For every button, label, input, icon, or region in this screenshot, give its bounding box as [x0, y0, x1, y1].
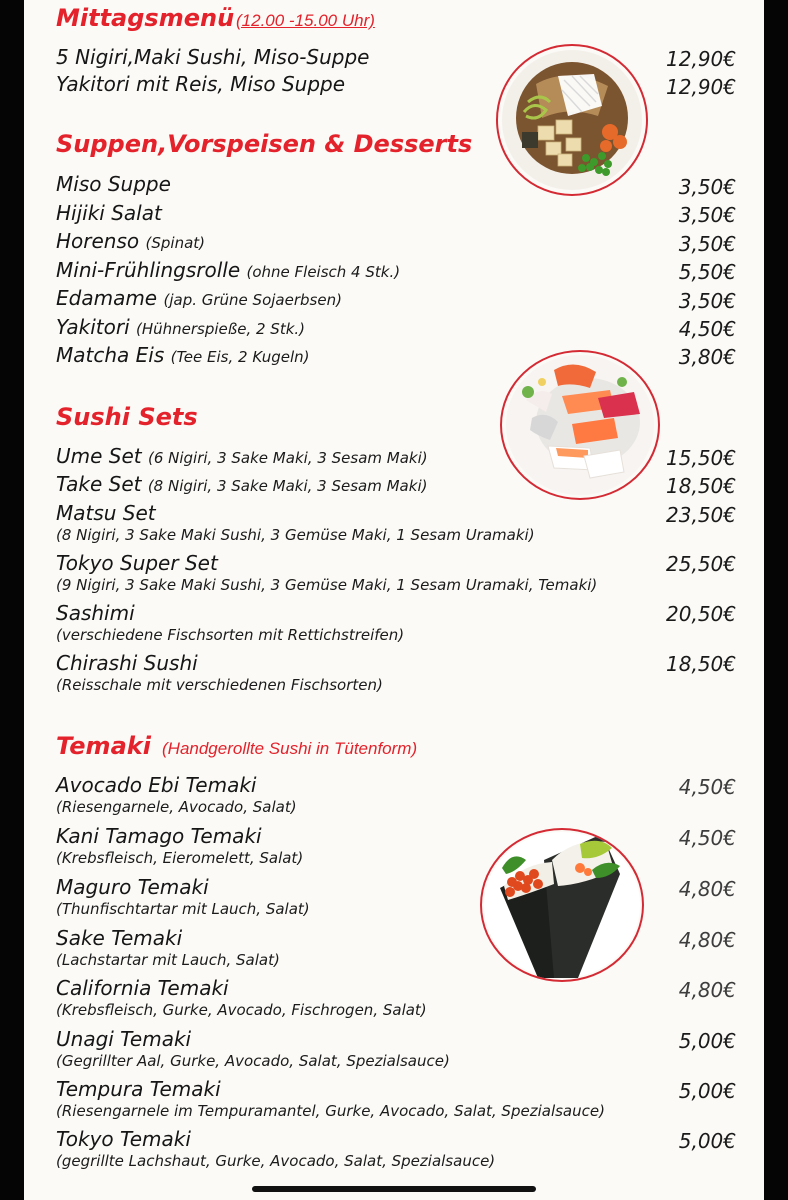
item-name: Sashimi [56, 601, 135, 625]
item-description: (Krebsfleisch, Eieromelett, Salat) [56, 849, 304, 867]
menu-item [56, 926, 182, 950]
item-name: Kani Tamago Temaki [56, 824, 262, 848]
item-name: Ume Set [56, 444, 142, 468]
item-name: Matcha Eis [56, 343, 165, 367]
section-title-temaki: Temaki [56, 732, 151, 760]
item-price: 4,80€ [678, 978, 736, 1002]
item-name: Tokyo Super Set [56, 551, 218, 575]
item-price: 12,90€ [666, 47, 736, 71]
menu-item [56, 229, 205, 253]
item-price: 18,50€ [666, 652, 736, 676]
item-price: 4,80€ [678, 928, 736, 952]
menu-item [56, 343, 310, 367]
item-price: 5,00€ [678, 1029, 736, 1053]
item-name: Unagi Temaki [56, 1027, 192, 1051]
item-note: (Hühnerspieße, 2 Stk.) [136, 320, 306, 338]
item-description: (gegrillte Lachshaut, Gurke, Avocado, Salat, Spezialsauce) [56, 1152, 496, 1170]
menu-item [56, 875, 209, 899]
item-price: 5,50€ [678, 260, 736, 284]
menu-item [56, 72, 345, 96]
item-description: (Gegrillter Aal, Gurke, Avocado, Salat, Spezialsauce) [56, 1052, 450, 1070]
item-name: 5 Nigiri,Maki Sushi, Miso-Suppe [56, 45, 370, 69]
item-description: (8 Nigiri, 3 Sake Maki Sushi, 3 Gemüse Maki, 1 Sesam Uramaki) [56, 526, 535, 544]
item-description: (Reisschale mit verschiedenen Fischsorten) [56, 676, 383, 694]
item-name: Matsu Set [56, 501, 156, 525]
item-price: 3,50€ [678, 175, 736, 199]
mittagsmenu-hours: (12.00 -15.00 Uhr) [236, 11, 375, 30]
item-description: (Lachstartar mit Lauch, Salat) [56, 951, 280, 969]
menu-item [56, 286, 342, 310]
item-price: 3,50€ [678, 232, 736, 256]
menu-item [56, 472, 427, 496]
menu-item [56, 45, 370, 69]
item-price: 4,50€ [678, 317, 736, 341]
item-name: Edamame [56, 286, 158, 310]
item-name: Tokyo Temaki [56, 1127, 191, 1151]
item-price: 23,50€ [666, 503, 736, 527]
menu-item [56, 1127, 191, 1151]
menu-item [56, 773, 256, 797]
menu-item [56, 824, 262, 848]
item-name: Yakitori mit Reis, Miso Suppe [56, 72, 346, 96]
item-name: Avocado Ebi Temaki [56, 773, 257, 797]
item-price: 3,80€ [678, 345, 736, 369]
item-note: (Spinat) [145, 234, 205, 252]
item-price: 18,50€ [666, 474, 736, 498]
menu-item [56, 315, 305, 339]
item-price: 12,90€ [666, 75, 736, 99]
item-price: 15,50€ [666, 446, 736, 470]
menu-item [56, 1027, 191, 1051]
item-name: Chirashi Sushi [56, 651, 198, 675]
item-price: 4,50€ [678, 826, 736, 850]
item-name: Maguro Temaki [56, 875, 209, 899]
item-description: (Thunfischtartar mit Lauch, Salat) [56, 900, 310, 918]
miso-soup-bowl-photo [496, 44, 648, 196]
item-note: (ohne Fleisch 4 Stk.) [246, 263, 401, 281]
menu-item [56, 551, 218, 575]
item-description: (Krebsfleisch, Gurke, Avocado, Fischrogen, Salat) [56, 1001, 427, 1019]
menu-item [56, 172, 171, 196]
section-title-sushi-sets: Sushi Sets [56, 403, 198, 431]
item-price: 25,50€ [666, 552, 736, 576]
section-title-mittagsmenu: Mittagsmenü [56, 4, 235, 32]
item-name: California Temaki [56, 976, 229, 1000]
section-title-suppen: Suppen,Vorspeisen & Desserts [56, 130, 473, 158]
menu-item [56, 201, 162, 225]
item-name: Take Set [56, 472, 142, 496]
menu-item [56, 651, 198, 675]
item-name: Yakitori [56, 315, 130, 339]
sashimi-plate-photo [500, 350, 660, 500]
menu-item [56, 976, 229, 1000]
menu-item [56, 501, 156, 525]
item-name: Horenso [56, 229, 140, 253]
item-price: 5,00€ [678, 1129, 736, 1153]
menu-item [56, 1077, 221, 1101]
temaki-rolls-photo [480, 828, 644, 982]
item-price: 3,50€ [678, 289, 736, 313]
home-indicator[interactable] [252, 1186, 536, 1192]
item-name: Hijiki Salat [56, 201, 162, 225]
item-description: (verschiedene Fischsorten mit Rettichstreifen) [56, 626, 405, 644]
menu-item [56, 601, 135, 625]
item-description: (Riesengarnele im Tempuramantel, Gurke, Avocado, Salat, Spezialsauce) [56, 1102, 605, 1120]
item-note: (Tee Eis, 2 Kugeln) [170, 348, 310, 366]
item-price: 4,50€ [678, 775, 736, 799]
item-price: 4,80€ [678, 877, 736, 901]
item-note: (jap. Grüne Sojaerbsen) [163, 291, 342, 309]
item-price: 3,50€ [678, 203, 736, 227]
item-note: (6 Nigiri, 3 Sake Maki, 3 Sesam Maki) [147, 449, 428, 467]
menu-item [56, 444, 428, 468]
temaki-note: (Handgerollte Sushi in Tütenform) [162, 739, 418, 758]
item-name: Mini-Frühlingsrolle [56, 258, 241, 282]
item-note: (8 Nigiri, 3 Sake Maki, 3 Sesam Maki) [147, 477, 428, 495]
item-name: Tempura Temaki [56, 1077, 221, 1101]
item-price: 20,50€ [666, 602, 736, 626]
item-price: 5,00€ [678, 1079, 736, 1103]
menu-item [56, 258, 400, 282]
item-description: (9 Nigiri, 3 Sake Maki Sushi, 3 Gemüse Maki, 1 Sesam Uramaki, Temaki) [56, 576, 598, 594]
item-name: Miso Suppe [56, 172, 171, 196]
item-name: Sake Temaki [56, 926, 183, 950]
item-description: (Riesengarnele, Avocado, Salat) [56, 798, 297, 816]
